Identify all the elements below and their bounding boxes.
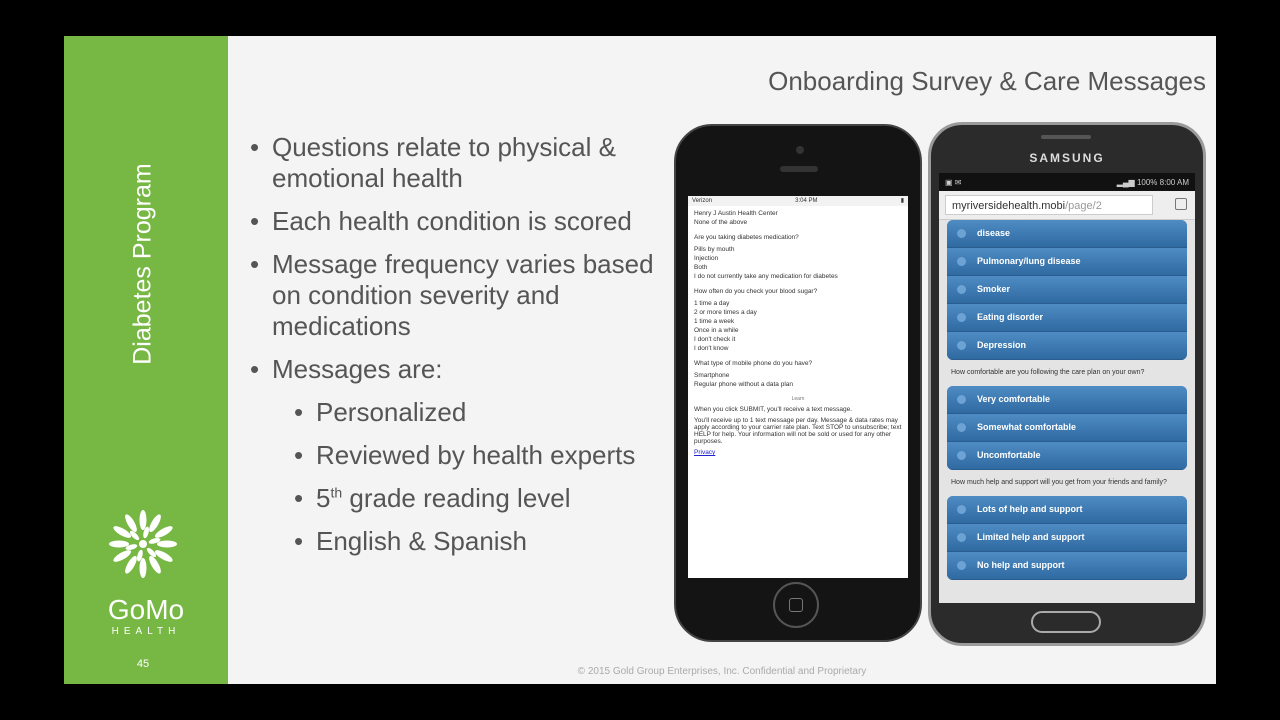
grade-number: 5 (316, 483, 331, 513)
notification-icons: ▣ ✉ (945, 177, 962, 187)
survey-question: How much help and support will you get from your friends and family? (951, 479, 1167, 486)
bullet-item: • Questions relate to physical & emotional health (250, 132, 670, 194)
submit-note: When you click SUBMIT, you'll receive a text message. (694, 406, 853, 413)
slide-title: Onboarding Survey & Care Messages (768, 66, 1206, 96)
logo-wordmark: GoMo (107, 594, 185, 625)
option-button[interactable]: Very comfortable (947, 386, 1187, 414)
slide (64, 36, 1216, 684)
gomo-flower-logo-icon (108, 506, 178, 592)
bullet-item: • Messages are: (250, 354, 670, 385)
status-time: 3:04 PM (795, 198, 818, 204)
option-button[interactable]: Somewhat comfortable (947, 414, 1187, 442)
camera-icon (796, 146, 804, 154)
grade-suffix: th (330, 484, 343, 501)
sub-bullet-item: • Personalized (294, 397, 670, 428)
option-group (947, 496, 1187, 580)
copyright-footer: © 2015 Gold Group Enterprises, Inc. Confidential and Proprietary (577, 666, 867, 677)
grade-text: grade reading level (342, 483, 571, 513)
radio-option[interactable]: None of the above (694, 219, 748, 226)
samsung-screen (939, 173, 1195, 603)
radio-option[interactable]: 2 or more times a day (694, 309, 757, 316)
carrier-label: Verizon (692, 198, 713, 204)
radio-option[interactable]: I don't check it (694, 336, 736, 343)
iphone-mockup (674, 124, 922, 642)
url-path: /page/2 (1065, 200, 1102, 212)
speaker-grille (780, 166, 818, 172)
phone-brand: SAMSUNG (1029, 151, 1105, 165)
option-group (947, 386, 1187, 470)
sub-bullet-item (294, 483, 670, 514)
browser-url-bar (939, 191, 1195, 220)
battery-percent: 100% (1136, 177, 1158, 187)
bullet-list (250, 132, 670, 569)
speaker-grille (1041, 135, 1091, 139)
option-button[interactable]: Limited help and support (947, 524, 1187, 552)
iphone-status-bar (688, 196, 908, 206)
option-button[interactable]: Lots of help and support (947, 496, 1187, 524)
home-button[interactable] (1031, 611, 1101, 633)
sidebar (64, 36, 228, 684)
android-status-bar (939, 173, 1195, 191)
radio-option[interactable]: 1 time a week (694, 318, 735, 325)
survey-form (688, 206, 908, 458)
sub-bullet-item: • Reviewed by health experts (294, 440, 670, 471)
radio-option[interactable]: Smartphone (694, 372, 730, 379)
iphone-screen (688, 196, 908, 578)
option-button[interactable]: Eating disorder (947, 304, 1187, 332)
survey-question: Are you taking diabetes medication? (694, 234, 799, 241)
radio-option[interactable]: Once in a while (694, 327, 739, 334)
learn-link[interactable]: Learn (791, 396, 805, 402)
radio-option[interactable]: Pills by mouth (694, 246, 735, 253)
bullet-item: • Each health condition is scored (250, 206, 670, 237)
radio-option[interactable]: 1 time a day (694, 300, 730, 307)
radio-option[interactable]: Both (694, 264, 708, 271)
sub-bullet-item: • English & Spanish (294, 526, 670, 557)
radio-option[interactable]: Injection (694, 255, 719, 262)
survey-question: What type of mobile phone do you have? (694, 360, 813, 367)
battery-icon: ▮ (900, 198, 904, 204)
home-button[interactable] (773, 582, 819, 628)
option-button[interactable]: Depression (947, 332, 1187, 360)
radio-option[interactable]: I don't know (694, 345, 729, 352)
survey-question: How comfortable are you following the care plan on your own? (951, 369, 1145, 376)
signal-icon: ▂▄▆ (1116, 177, 1137, 187)
url-domain: myriversidehealth.mobi (952, 200, 1066, 212)
option-button[interactable]: Uncomfortable (947, 442, 1187, 470)
privacy-link[interactable]: Privacy (694, 449, 716, 456)
program-title: Diabetes Program (128, 163, 157, 365)
survey-question: How often do you check your blood sugar? (694, 288, 818, 295)
tabs-icon[interactable] (1175, 198, 1187, 210)
option-group (947, 220, 1187, 360)
option-button[interactable]: Smoker (947, 276, 1187, 304)
url-input[interactable] (945, 195, 1153, 215)
option-button[interactable]: Pulmonary/lung disease (947, 248, 1187, 276)
page-number: 45 (136, 658, 150, 670)
radio-option[interactable]: I do not currently take any medication for diabetes (694, 273, 838, 280)
status-time: 8:00 AM (1159, 177, 1189, 187)
option-button[interactable]: No help and support (947, 552, 1187, 580)
bullet-item: • Message frequency varies based on condition severity and medications (250, 249, 670, 342)
logo-subtitle: HEALTH (111, 626, 181, 637)
survey-page (939, 220, 1195, 603)
radio-option[interactable]: Henry J Austin Health Center (694, 210, 778, 217)
terms-text: You'll receive up to 1 text message per day. Message & data rates may apply according to your carrier rate plan. Text STOP to unsubscribe; text HELP for help. Your information will not be sold or used for any other purposes. (694, 417, 902, 445)
option-button[interactable]: disease (947, 220, 1187, 248)
samsung-mockup (928, 122, 1206, 646)
radio-option[interactable]: Regular phone without a data plan (694, 381, 794, 388)
